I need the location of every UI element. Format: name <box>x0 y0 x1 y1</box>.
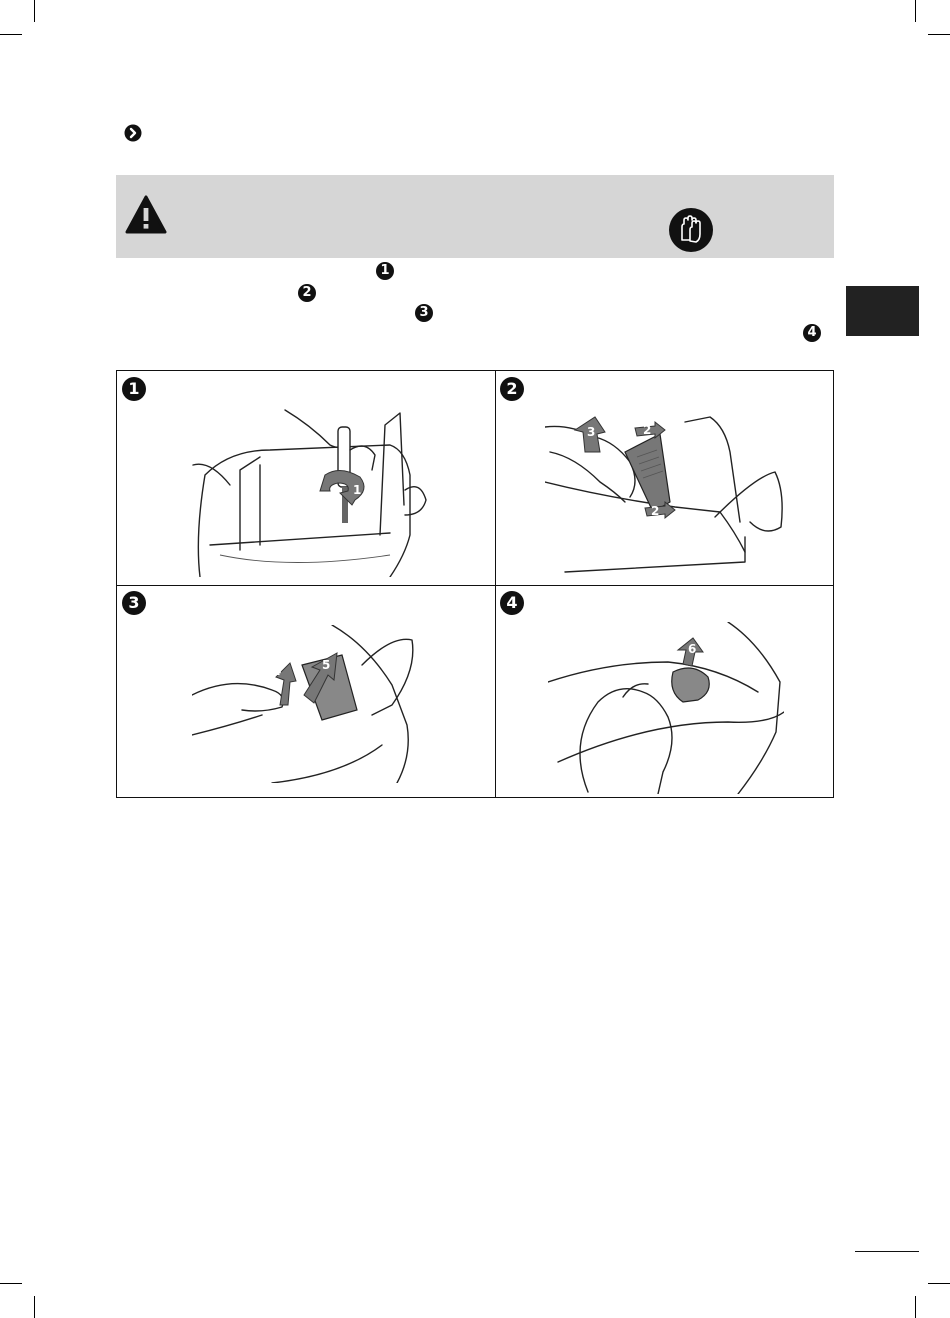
panel-4-number: 4 <box>500 591 524 615</box>
crop-mark <box>34 1296 35 1318</box>
arrow-label: 6 <box>688 642 697 656</box>
crop-mark <box>915 1296 916 1318</box>
arrow-label: 5 <box>322 658 331 672</box>
arrow-label: 4 <box>273 664 282 678</box>
crop-mark <box>928 1283 950 1284</box>
step-marker-3: 3 <box>415 304 433 322</box>
panel-4-illustration <box>548 622 784 794</box>
arrow-label: 2 <box>643 423 652 437</box>
panel-2-illustration <box>545 412 790 577</box>
protective-gloves-icon <box>668 207 714 253</box>
arrow-label: 3 <box>587 425 596 439</box>
panel-1-illustration <box>190 405 430 577</box>
section-tab <box>846 286 919 336</box>
warning-box <box>116 175 834 258</box>
chevron-right-circle-icon <box>124 124 142 142</box>
arrow-label: 1 <box>353 483 362 497</box>
panel-3-illustration <box>192 625 420 783</box>
page-footer-rule <box>855 1251 919 1252</box>
panel-2-number: 2 <box>500 377 524 401</box>
step-marker-1: 1 <box>376 262 394 280</box>
step-marker-4: 4 <box>803 324 821 342</box>
panel-1-number: 1 <box>122 377 146 401</box>
panel-3-number: 3 <box>122 591 146 615</box>
crop-mark <box>34 0 35 22</box>
grid-divider <box>116 585 834 586</box>
grid-divider <box>495 370 496 798</box>
crop-mark <box>0 34 22 35</box>
crop-mark <box>915 0 916 22</box>
arrow-label: 2 <box>651 504 660 518</box>
crop-mark <box>0 1283 22 1284</box>
step-marker-2: 2 <box>298 284 316 302</box>
warning-triangle-icon <box>125 195 167 235</box>
crop-mark <box>928 34 950 35</box>
